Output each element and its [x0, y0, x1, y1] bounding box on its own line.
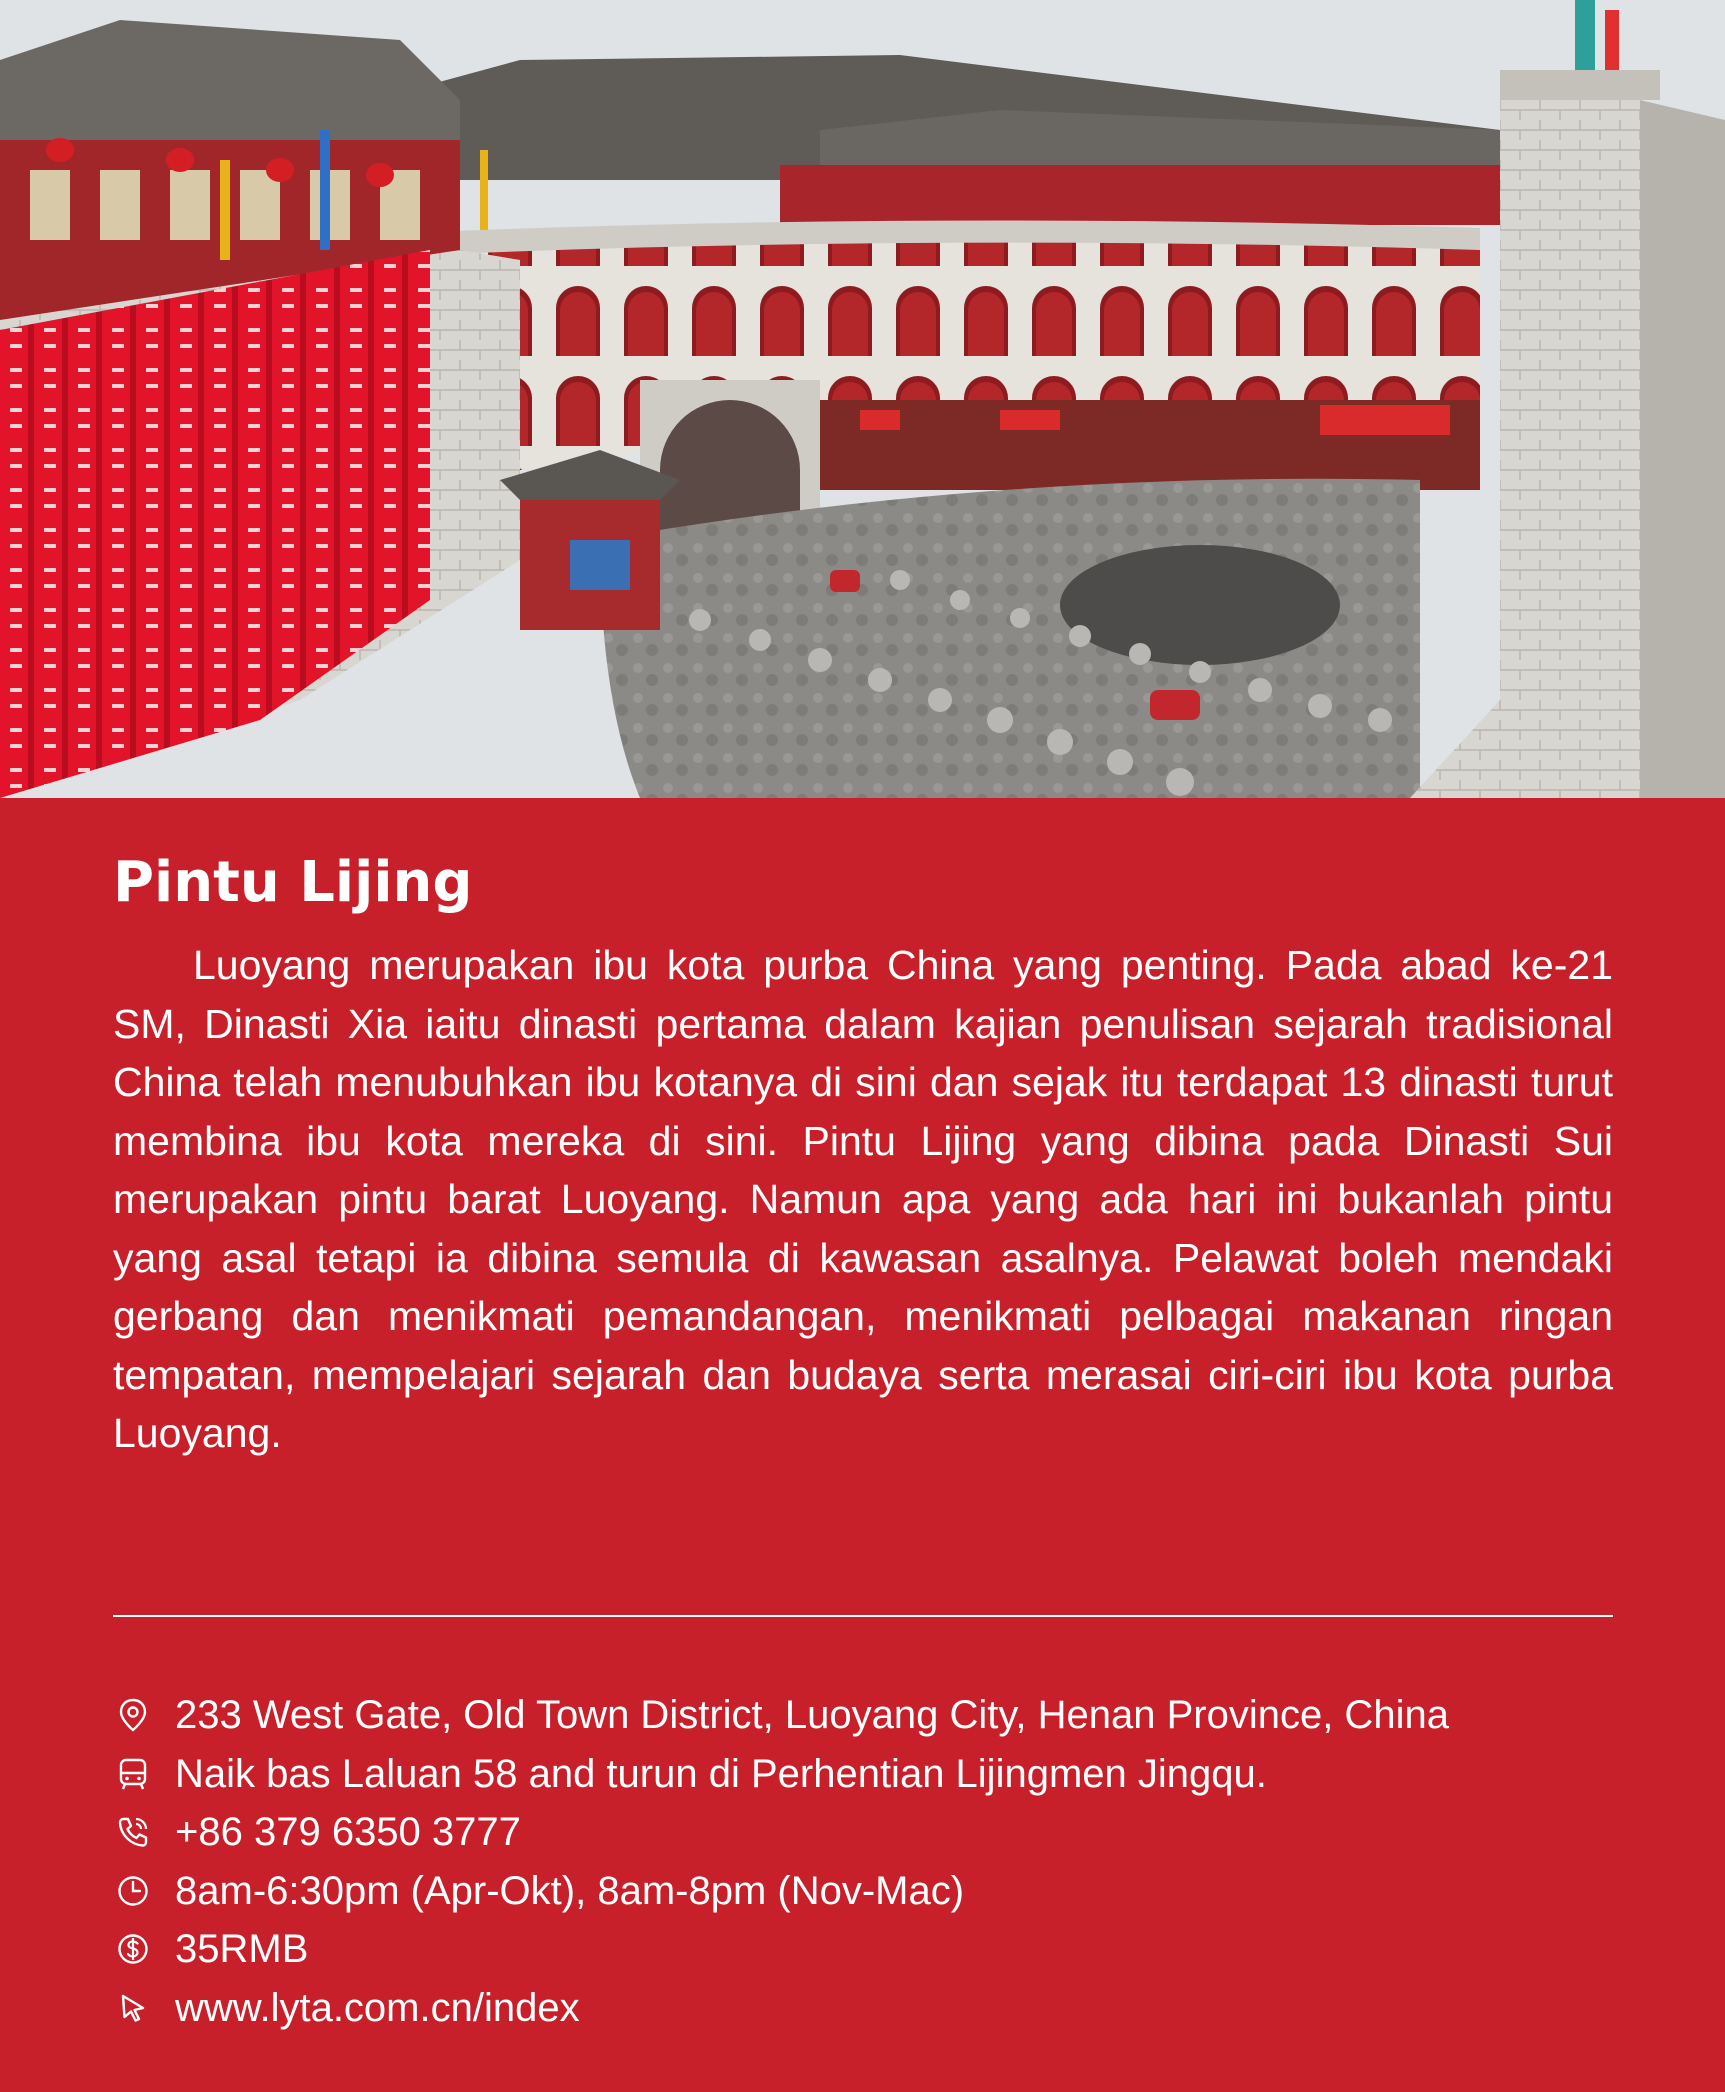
address-text: 233 West Gate, Old Town District, Luoyang City, Henan Province, China [175, 1693, 1449, 1737]
divider [113, 1615, 1613, 1617]
info-phone [113, 1803, 1613, 1862]
bus-icon [113, 1754, 153, 1794]
info-website[interactable] [113, 1979, 1613, 2038]
page-title: Pintu Lijing [113, 850, 473, 915]
info-price [113, 1920, 1613, 1979]
price-text: 35RMB [175, 1927, 309, 1971]
dollar-icon [113, 1929, 153, 1969]
phone-text: +86 379 6350 3777 [175, 1810, 521, 1854]
info-list [113, 1686, 1613, 2037]
description-paragraph: Luoyang merupakan ibu kota purba China yang penting. Pada abad ke-21 SM, Dinasti Xia iaitu dinasti pertama dalam kajian penulisan sejarah tradisional China telah menubuhkan ibu kotanya di sini dan sejak itu terdapat 13 dinasti turut membina ibu kota mereka di sini. Pintu Lijing yang dibina pada Dinasti Sui merupakan pintu barat Luoyang. Namun apa yang ada hari ini bukanlah pintu yang asal tetapi ia dibina semula di kawasan asalnya. Pelawat boleh mendaki gerbang dan menikmati pemandangan, menikmati pelbagai makanan ringan tempatan, mempelajari sejarah dan budaya serta merasai ciri-ciri ibu kota purba Luoyang. [113, 942, 1613, 1456]
clock-icon [113, 1871, 153, 1911]
website-link[interactable]: www.lyta.com.cn/index [175, 1985, 580, 2030]
photo-lijing-gate [0, 0, 1725, 798]
transport-text: Naik bas Laluan 58 and turun di Perhentian Lijingmen Jingqu. [175, 1751, 1267, 1796]
phone-icon [113, 1812, 153, 1852]
info-hours [113, 1862, 1613, 1921]
info-transport [113, 1745, 1613, 1804]
info-address [113, 1686, 1613, 1745]
cursor-icon [113, 1988, 153, 2028]
location-pin-icon [113, 1695, 153, 1735]
hours-text: 8am-6:30pm (Apr-Okt), 8am-8pm (Nov-Mac) [175, 1868, 965, 1913]
